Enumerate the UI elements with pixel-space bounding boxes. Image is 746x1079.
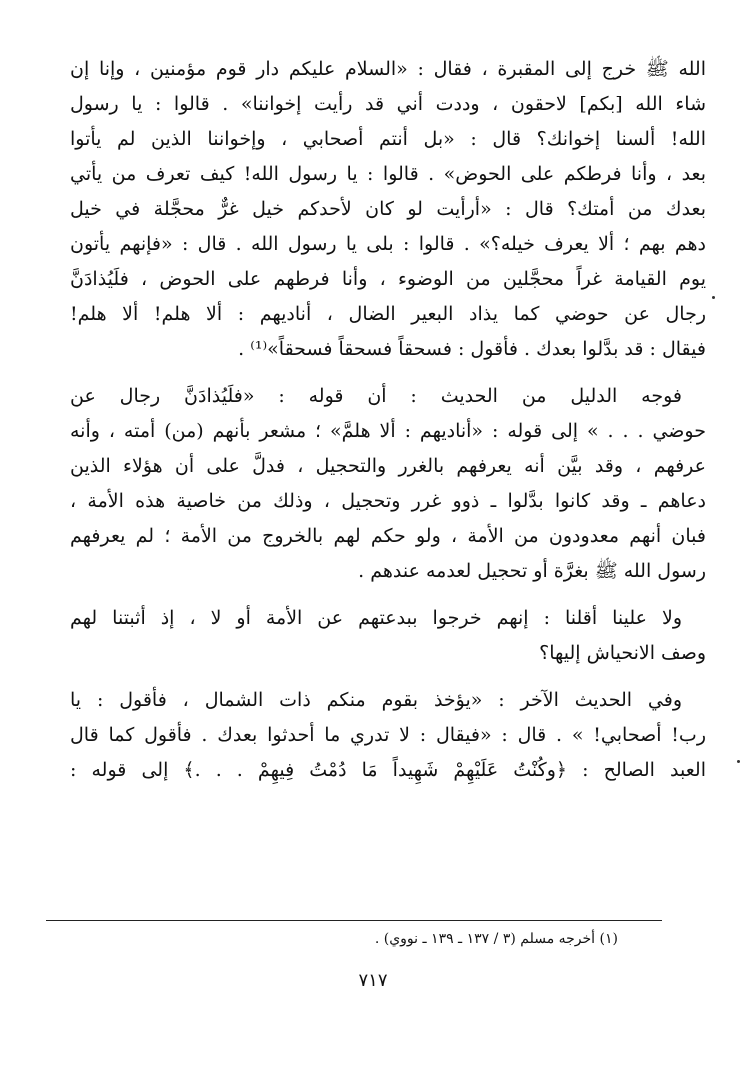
- footnote-divider: [46, 920, 662, 921]
- text-line: عرفهم ، وقد بيَّن أنه يعرفهم بالغرر والتحجيل ، فدلَّ على أن هؤلاء الذين: [70, 455, 706, 477]
- text-line: دهم بهم ؛ ألا يعرف خيله؟» . قالوا : بلى يا رسول الله . قال : «فإنهم يأتون: [70, 233, 706, 255]
- text-line: الله! ألسنا إخوانك؟ قال : «بل أنتم أصحابي ، وإخواننا الذين لم يأتوا: [70, 128, 706, 150]
- footnote: (١) أخرجه مسلم (٣ / ١٣٧ ـ ١٣٩ ـ نووي) .: [374, 931, 618, 947]
- text-line: بعدك من أمتك؟ قال : «أرأيت لو كان لأحدكم خيل غرٌّ محجَّلة في خيل: [70, 198, 706, 220]
- scan-speck: [737, 760, 740, 763]
- text-line: دعاهم ـ وقد كانوا بدَّلوا ـ ذوو غرر وتحجيل ، وذلك من خاصية هذه الأمة ،: [70, 490, 706, 512]
- book-page: [70, 52, 706, 788]
- paragraph-evidence: [70, 379, 706, 589]
- scan-speck: [712, 296, 715, 299]
- page-number: ٧١٧: [358, 970, 388, 991]
- text-line: الله ﷺ خرج إلى المقبرة ، فقال : «السلام عليكم دار قوم مؤمنين ، وإنا إن: [70, 58, 706, 80]
- paragraph-spacer: [70, 367, 706, 379]
- text-line: رجال عن حوضي كما يذاد البعير الضال ، أناديهم : ألا هلم! ألا هلم!: [70, 303, 706, 325]
- text-line: وصف الانحياش إليها؟: [539, 642, 706, 664]
- text-line: بعد ، وأنا فرطكم على الحوض» . قالوا : يا رسول الله! كيف تعرف من يأتي: [70, 163, 706, 185]
- paragraph-spacer: [70, 589, 706, 601]
- text-line: وفي الحديث الآخر : «يؤخذ بقوم منكم ذات الشمال ، فأقول : يا: [70, 689, 682, 711]
- text-line: فبان أنهم معدودون من الأمة ، ولو حكم لهم بالخروج من الأمة ؛ لم يعرفهم: [70, 525, 706, 547]
- paragraph-spacer: [70, 671, 706, 683]
- text-line: فوجه الدليل من الحديث : أن قوله : «فلَيُذادَنَّ رجال عن: [70, 385, 682, 407]
- paragraph-inclination: [70, 601, 706, 671]
- text-line: شاء الله [بكم] لاحقون ، وددت أني قد رأيت إخواننا» . قالوا : يا رسول: [70, 93, 706, 115]
- text-line: رسول الله ﷺ بغرَّة أو تحجيل لعدمه عندهم .: [358, 560, 706, 582]
- text-line: رب! أصحابي! » . قال : «فيقال : لا تدري ما أحدثوا بعدك . فأقول كما قال: [70, 724, 706, 746]
- text-line: يوم القيامة غراً محجَّلين من الوضوء ، وأنا فرطهم على الحوض ، فلَيُذادَنَّ: [70, 268, 706, 290]
- paragraph-hadith-cemetery: [70, 52, 706, 367]
- text-line: ولا علينا أقلنا : إنهم خرجوا ببدعتهم عن الأمة أو لا ، إذ أثبتنا لهم: [70, 607, 682, 629]
- text-line: العبد الصالح : ﴿وكُنْتُ عَلَيْهِمْ شَهِيداً مَا دُمْتُ فِيهِمْ . . .﴾ إلى قوله :: [70, 759, 706, 781]
- text-line: فيقال : قد بدَّلوا بعدك . فأقول : فسحقاً فسحقاً فسحقاً»⁽¹⁾ .: [238, 338, 706, 360]
- paragraph-other-hadith: [70, 683, 706, 788]
- text-line: حوضي . . . » إلى قوله : «أناديهم : ألا هلمَّ» ؛ مشعر بأنهم (من) أمته ، وأنه: [70, 420, 706, 442]
